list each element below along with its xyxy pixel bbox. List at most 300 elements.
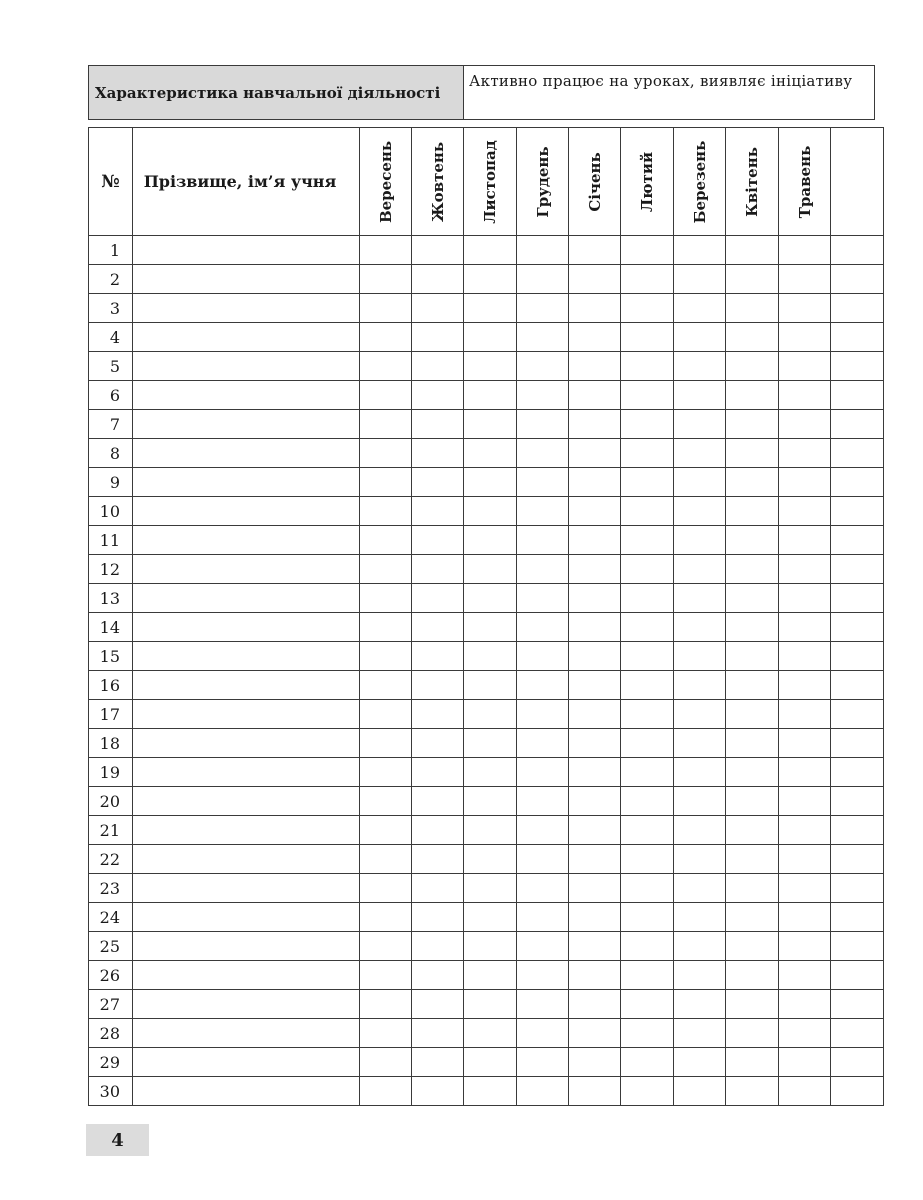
month-grade-cell[interactable] — [831, 352, 884, 381]
month-grade-cell[interactable] — [779, 758, 831, 787]
month-grade-cell[interactable] — [360, 1077, 412, 1106]
month-grade-cell[interactable] — [360, 555, 412, 584]
month-grade-cell[interactable] — [779, 787, 831, 816]
month-grade-cell[interactable] — [726, 990, 779, 1019]
month-grade-cell[interactable] — [569, 526, 621, 555]
month-grade-cell[interactable] — [726, 584, 779, 613]
month-grade-cell[interactable] — [674, 642, 726, 671]
month-grade-cell[interactable] — [517, 758, 569, 787]
month-grade-cell[interactable] — [621, 1077, 674, 1106]
month-grade-cell[interactable] — [464, 410, 517, 439]
month-grade-cell[interactable] — [674, 410, 726, 439]
month-grade-cell[interactable] — [621, 352, 674, 381]
month-grade-cell[interactable] — [621, 874, 674, 903]
month-grade-cell[interactable] — [726, 468, 779, 497]
month-grade-cell[interactable] — [464, 1077, 517, 1106]
month-grade-cell[interactable] — [464, 294, 517, 323]
month-grade-cell[interactable] — [674, 816, 726, 845]
month-grade-cell[interactable] — [517, 874, 569, 903]
month-grade-cell[interactable] — [674, 845, 726, 874]
month-grade-cell[interactable] — [779, 584, 831, 613]
month-grade-cell[interactable] — [412, 497, 464, 526]
month-grade-cell[interactable] — [517, 961, 569, 990]
month-grade-cell[interactable] — [569, 903, 621, 932]
month-grade-cell[interactable] — [779, 294, 831, 323]
month-grade-cell[interactable] — [831, 1077, 884, 1106]
month-grade-cell[interactable] — [621, 932, 674, 961]
student-name-cell[interactable] — [133, 497, 360, 526]
month-grade-cell[interactable] — [726, 874, 779, 903]
month-grade-cell[interactable] — [412, 671, 464, 700]
month-grade-cell[interactable] — [464, 584, 517, 613]
month-grade-cell[interactable] — [674, 323, 726, 352]
month-grade-cell[interactable] — [726, 700, 779, 729]
month-grade-cell[interactable] — [674, 1048, 726, 1077]
month-grade-cell[interactable] — [360, 787, 412, 816]
month-grade-cell[interactable] — [831, 294, 884, 323]
month-grade-cell[interactable] — [831, 729, 884, 758]
month-grade-cell[interactable] — [360, 294, 412, 323]
month-grade-cell[interactable] — [674, 758, 726, 787]
month-grade-cell[interactable] — [569, 352, 621, 381]
month-grade-cell[interactable] — [569, 410, 621, 439]
month-grade-cell[interactable] — [412, 555, 464, 584]
month-grade-cell[interactable] — [674, 265, 726, 294]
month-grade-cell[interactable] — [726, 613, 779, 642]
month-grade-cell[interactable] — [360, 410, 412, 439]
month-grade-cell[interactable] — [412, 874, 464, 903]
month-grade-cell[interactable] — [517, 613, 569, 642]
month-grade-cell[interactable] — [569, 1048, 621, 1077]
month-grade-cell[interactable] — [674, 1077, 726, 1106]
month-grade-cell[interactable] — [726, 294, 779, 323]
month-grade-cell[interactable] — [569, 1019, 621, 1048]
month-grade-cell[interactable] — [621, 961, 674, 990]
student-name-cell[interactable] — [133, 410, 360, 439]
month-grade-cell[interactable] — [412, 468, 464, 497]
month-grade-cell[interactable] — [464, 642, 517, 671]
month-grade-cell[interactable] — [412, 787, 464, 816]
month-grade-cell[interactable] — [517, 990, 569, 1019]
month-grade-cell[interactable] — [569, 613, 621, 642]
month-grade-cell[interactable] — [831, 700, 884, 729]
month-grade-cell[interactable] — [726, 642, 779, 671]
month-grade-cell[interactable] — [517, 439, 569, 468]
month-grade-cell[interactable] — [779, 1048, 831, 1077]
month-grade-cell[interactable] — [726, 932, 779, 961]
month-grade-cell[interactable] — [726, 1048, 779, 1077]
month-grade-cell[interactable] — [412, 1019, 464, 1048]
month-grade-cell[interactable] — [412, 613, 464, 642]
student-name-cell[interactable] — [133, 729, 360, 758]
month-grade-cell[interactable] — [464, 526, 517, 555]
month-grade-cell[interactable] — [464, 874, 517, 903]
month-grade-cell[interactable] — [674, 613, 726, 642]
month-grade-cell[interactable] — [517, 265, 569, 294]
month-grade-cell[interactable] — [831, 555, 884, 584]
month-grade-cell[interactable] — [569, 236, 621, 265]
month-grade-cell[interactable] — [674, 903, 726, 932]
month-grade-cell[interactable] — [517, 584, 569, 613]
month-grade-cell[interactable] — [674, 729, 726, 758]
student-name-cell[interactable] — [133, 1077, 360, 1106]
month-grade-cell[interactable] — [779, 555, 831, 584]
month-grade-cell[interactable] — [621, 816, 674, 845]
month-grade-cell[interactable] — [621, 555, 674, 584]
month-grade-cell[interactable] — [517, 352, 569, 381]
month-grade-cell[interactable] — [726, 352, 779, 381]
month-grade-cell[interactable] — [674, 526, 726, 555]
month-grade-cell[interactable] — [779, 439, 831, 468]
month-grade-cell[interactable] — [517, 323, 569, 352]
month-grade-cell[interactable] — [517, 642, 569, 671]
month-grade-cell[interactable] — [831, 671, 884, 700]
month-grade-cell[interactable] — [464, 381, 517, 410]
month-grade-cell[interactable] — [779, 729, 831, 758]
student-name-cell[interactable] — [133, 671, 360, 700]
student-name-cell[interactable] — [133, 1048, 360, 1077]
month-grade-cell[interactable] — [517, 1019, 569, 1048]
month-grade-cell[interactable] — [464, 961, 517, 990]
month-grade-cell[interactable] — [464, 787, 517, 816]
month-grade-cell[interactable] — [360, 671, 412, 700]
month-grade-cell[interactable] — [779, 874, 831, 903]
month-grade-cell[interactable] — [831, 932, 884, 961]
month-grade-cell[interactable] — [360, 584, 412, 613]
month-grade-cell[interactable] — [831, 584, 884, 613]
month-grade-cell[interactable] — [831, 468, 884, 497]
month-grade-cell[interactable] — [517, 787, 569, 816]
month-grade-cell[interactable] — [726, 787, 779, 816]
student-name-cell[interactable] — [133, 758, 360, 787]
month-grade-cell[interactable] — [674, 381, 726, 410]
month-grade-cell[interactable] — [569, 294, 621, 323]
month-grade-cell[interactable] — [674, 236, 726, 265]
month-grade-cell[interactable] — [831, 410, 884, 439]
month-grade-cell[interactable] — [464, 816, 517, 845]
student-name-cell[interactable] — [133, 526, 360, 555]
month-grade-cell[interactable] — [621, 1019, 674, 1048]
month-grade-cell[interactable] — [621, 729, 674, 758]
month-grade-cell[interactable] — [779, 961, 831, 990]
month-grade-cell[interactable] — [569, 816, 621, 845]
month-grade-cell[interactable] — [412, 439, 464, 468]
month-grade-cell[interactable] — [412, 1077, 464, 1106]
month-grade-cell[interactable] — [779, 1077, 831, 1106]
month-grade-cell[interactable] — [360, 1048, 412, 1077]
month-grade-cell[interactable] — [779, 700, 831, 729]
month-grade-cell[interactable] — [517, 497, 569, 526]
month-grade-cell[interactable] — [412, 990, 464, 1019]
month-grade-cell[interactable] — [621, 381, 674, 410]
student-name-cell[interactable] — [133, 294, 360, 323]
month-grade-cell[interactable] — [464, 236, 517, 265]
month-grade-cell[interactable] — [726, 439, 779, 468]
month-grade-cell[interactable] — [621, 758, 674, 787]
month-grade-cell[interactable] — [360, 265, 412, 294]
month-grade-cell[interactable] — [517, 671, 569, 700]
month-grade-cell[interactable] — [779, 526, 831, 555]
month-grade-cell[interactable] — [412, 584, 464, 613]
month-grade-cell[interactable] — [674, 932, 726, 961]
month-grade-cell[interactable] — [726, 816, 779, 845]
month-grade-cell[interactable] — [464, 1048, 517, 1077]
month-grade-cell[interactable] — [412, 381, 464, 410]
student-name-cell[interactable] — [133, 555, 360, 584]
student-name-cell[interactable] — [133, 381, 360, 410]
month-grade-cell[interactable] — [621, 671, 674, 700]
month-grade-cell[interactable] — [674, 990, 726, 1019]
month-grade-cell[interactable] — [569, 555, 621, 584]
month-grade-cell[interactable] — [412, 845, 464, 874]
month-grade-cell[interactable] — [674, 497, 726, 526]
month-grade-cell[interactable] — [360, 642, 412, 671]
student-name-cell[interactable] — [133, 932, 360, 961]
month-grade-cell[interactable] — [726, 381, 779, 410]
student-name-cell[interactable] — [133, 874, 360, 903]
month-grade-cell[interactable] — [726, 236, 779, 265]
month-grade-cell[interactable] — [726, 497, 779, 526]
month-grade-cell[interactable] — [621, 294, 674, 323]
student-name-cell[interactable] — [133, 642, 360, 671]
month-grade-cell[interactable] — [412, 700, 464, 729]
student-name-cell[interactable] — [133, 845, 360, 874]
month-grade-cell[interactable] — [674, 787, 726, 816]
month-grade-cell[interactable] — [412, 642, 464, 671]
month-grade-cell[interactable] — [779, 845, 831, 874]
month-grade-cell[interactable] — [779, 613, 831, 642]
month-grade-cell[interactable] — [726, 671, 779, 700]
month-grade-cell[interactable] — [360, 439, 412, 468]
month-grade-cell[interactable] — [621, 613, 674, 642]
student-name-cell[interactable] — [133, 352, 360, 381]
month-grade-cell[interactable] — [517, 381, 569, 410]
month-grade-cell[interactable] — [517, 700, 569, 729]
student-name-cell[interactable] — [133, 265, 360, 294]
month-grade-cell[interactable] — [517, 816, 569, 845]
month-grade-cell[interactable] — [726, 555, 779, 584]
month-grade-cell[interactable] — [569, 468, 621, 497]
month-grade-cell[interactable] — [412, 526, 464, 555]
student-name-cell[interactable] — [133, 236, 360, 265]
month-grade-cell[interactable] — [674, 352, 726, 381]
month-grade-cell[interactable] — [517, 236, 569, 265]
month-grade-cell[interactable] — [621, 845, 674, 874]
student-name-cell[interactable] — [133, 613, 360, 642]
month-grade-cell[interactable] — [779, 642, 831, 671]
month-grade-cell[interactable] — [412, 236, 464, 265]
month-grade-cell[interactable] — [779, 265, 831, 294]
student-name-cell[interactable] — [133, 700, 360, 729]
month-grade-cell[interactable] — [831, 1019, 884, 1048]
month-grade-cell[interactable] — [517, 526, 569, 555]
month-grade-cell[interactable] — [464, 700, 517, 729]
month-grade-cell[interactable] — [464, 265, 517, 294]
month-grade-cell[interactable] — [831, 816, 884, 845]
month-grade-cell[interactable] — [517, 903, 569, 932]
month-grade-cell[interactable] — [674, 294, 726, 323]
student-name-cell[interactable] — [133, 990, 360, 1019]
month-grade-cell[interactable] — [569, 787, 621, 816]
month-grade-cell[interactable] — [464, 352, 517, 381]
month-grade-cell[interactable] — [360, 816, 412, 845]
month-grade-cell[interactable] — [621, 990, 674, 1019]
month-grade-cell[interactable] — [569, 729, 621, 758]
month-grade-cell[interactable] — [360, 468, 412, 497]
month-grade-cell[interactable] — [831, 990, 884, 1019]
month-grade-cell[interactable] — [412, 729, 464, 758]
month-grade-cell[interactable] — [464, 845, 517, 874]
month-grade-cell[interactable] — [726, 758, 779, 787]
month-grade-cell[interactable] — [621, 1048, 674, 1077]
month-grade-cell[interactable] — [360, 758, 412, 787]
month-grade-cell[interactable] — [674, 961, 726, 990]
month-grade-cell[interactable] — [517, 729, 569, 758]
month-grade-cell[interactable] — [360, 700, 412, 729]
month-grade-cell[interactable] — [569, 758, 621, 787]
month-grade-cell[interactable] — [726, 1077, 779, 1106]
month-grade-cell[interactable] — [831, 1048, 884, 1077]
month-grade-cell[interactable] — [621, 265, 674, 294]
month-grade-cell[interactable] — [779, 323, 831, 352]
month-grade-cell[interactable] — [569, 381, 621, 410]
month-grade-cell[interactable] — [569, 990, 621, 1019]
student-name-cell[interactable] — [133, 961, 360, 990]
month-grade-cell[interactable] — [779, 352, 831, 381]
month-grade-cell[interactable] — [360, 323, 412, 352]
month-grade-cell[interactable] — [726, 729, 779, 758]
month-grade-cell[interactable] — [412, 294, 464, 323]
month-grade-cell[interactable] — [621, 323, 674, 352]
month-grade-cell[interactable] — [726, 961, 779, 990]
student-name-cell[interactable] — [133, 584, 360, 613]
month-grade-cell[interactable] — [360, 932, 412, 961]
month-grade-cell[interactable] — [831, 265, 884, 294]
month-grade-cell[interactable] — [831, 874, 884, 903]
month-grade-cell[interactable] — [464, 758, 517, 787]
month-grade-cell[interactable] — [412, 265, 464, 294]
month-grade-cell[interactable] — [831, 439, 884, 468]
month-grade-cell[interactable] — [360, 381, 412, 410]
month-grade-cell[interactable] — [779, 381, 831, 410]
month-grade-cell[interactable] — [517, 1077, 569, 1106]
month-grade-cell[interactable] — [779, 1019, 831, 1048]
month-grade-cell[interactable] — [464, 497, 517, 526]
month-grade-cell[interactable] — [831, 642, 884, 671]
month-grade-cell[interactable] — [360, 613, 412, 642]
month-grade-cell[interactable] — [831, 787, 884, 816]
month-grade-cell[interactable] — [779, 903, 831, 932]
month-grade-cell[interactable] — [831, 758, 884, 787]
month-grade-cell[interactable] — [569, 265, 621, 294]
month-grade-cell[interactable] — [779, 932, 831, 961]
month-grade-cell[interactable] — [779, 410, 831, 439]
month-grade-cell[interactable] — [831, 381, 884, 410]
month-grade-cell[interactable] — [621, 787, 674, 816]
month-grade-cell[interactable] — [569, 845, 621, 874]
student-name-cell[interactable] — [133, 468, 360, 497]
month-grade-cell[interactable] — [779, 236, 831, 265]
student-name-cell[interactable] — [133, 439, 360, 468]
month-grade-cell[interactable] — [726, 323, 779, 352]
month-grade-cell[interactable] — [621, 497, 674, 526]
month-grade-cell[interactable] — [621, 468, 674, 497]
month-grade-cell[interactable] — [569, 323, 621, 352]
month-grade-cell[interactable] — [464, 555, 517, 584]
month-grade-cell[interactable] — [360, 845, 412, 874]
month-grade-cell[interactable] — [360, 352, 412, 381]
month-grade-cell[interactable] — [569, 439, 621, 468]
month-grade-cell[interactable] — [464, 468, 517, 497]
month-grade-cell[interactable] — [674, 1019, 726, 1048]
month-grade-cell[interactable] — [412, 961, 464, 990]
month-grade-cell[interactable] — [569, 584, 621, 613]
month-grade-cell[interactable] — [464, 613, 517, 642]
month-grade-cell[interactable] — [517, 1048, 569, 1077]
month-grade-cell[interactable] — [621, 642, 674, 671]
student-name-cell[interactable] — [133, 323, 360, 352]
month-grade-cell[interactable] — [831, 526, 884, 555]
student-name-cell[interactable] — [133, 816, 360, 845]
month-grade-cell[interactable] — [412, 410, 464, 439]
month-grade-cell[interactable] — [621, 584, 674, 613]
month-grade-cell[interactable] — [464, 932, 517, 961]
month-grade-cell[interactable] — [831, 613, 884, 642]
month-grade-cell[interactable] — [517, 845, 569, 874]
month-grade-cell[interactable] — [360, 990, 412, 1019]
month-grade-cell[interactable] — [360, 729, 412, 758]
month-grade-cell[interactable] — [569, 1077, 621, 1106]
month-grade-cell[interactable] — [621, 700, 674, 729]
month-grade-cell[interactable] — [831, 961, 884, 990]
month-grade-cell[interactable] — [726, 845, 779, 874]
month-grade-cell[interactable] — [464, 439, 517, 468]
month-grade-cell[interactable] — [517, 932, 569, 961]
month-grade-cell[interactable] — [674, 671, 726, 700]
month-grade-cell[interactable] — [674, 555, 726, 584]
month-grade-cell[interactable] — [779, 816, 831, 845]
month-grade-cell[interactable] — [726, 903, 779, 932]
month-grade-cell[interactable] — [779, 468, 831, 497]
month-grade-cell[interactable] — [674, 700, 726, 729]
month-grade-cell[interactable] — [569, 932, 621, 961]
month-grade-cell[interactable] — [621, 526, 674, 555]
month-grade-cell[interactable] — [464, 990, 517, 1019]
month-grade-cell[interactable] — [464, 729, 517, 758]
month-grade-cell[interactable] — [360, 497, 412, 526]
month-grade-cell[interactable] — [726, 410, 779, 439]
student-name-cell[interactable] — [133, 903, 360, 932]
month-grade-cell[interactable] — [412, 932, 464, 961]
month-grade-cell[interactable] — [674, 584, 726, 613]
month-grade-cell[interactable] — [621, 903, 674, 932]
month-grade-cell[interactable] — [569, 874, 621, 903]
month-grade-cell[interactable] — [517, 468, 569, 497]
month-grade-cell[interactable] — [621, 410, 674, 439]
month-grade-cell[interactable] — [726, 265, 779, 294]
student-name-cell[interactable] — [133, 787, 360, 816]
month-grade-cell[interactable] — [621, 236, 674, 265]
month-grade-cell[interactable] — [569, 700, 621, 729]
month-grade-cell[interactable] — [674, 439, 726, 468]
month-grade-cell[interactable] — [360, 236, 412, 265]
month-grade-cell[interactable] — [412, 816, 464, 845]
month-grade-cell[interactable] — [517, 294, 569, 323]
month-grade-cell[interactable] — [517, 555, 569, 584]
month-grade-cell[interactable] — [779, 990, 831, 1019]
month-grade-cell[interactable] — [831, 497, 884, 526]
month-grade-cell[interactable] — [726, 1019, 779, 1048]
